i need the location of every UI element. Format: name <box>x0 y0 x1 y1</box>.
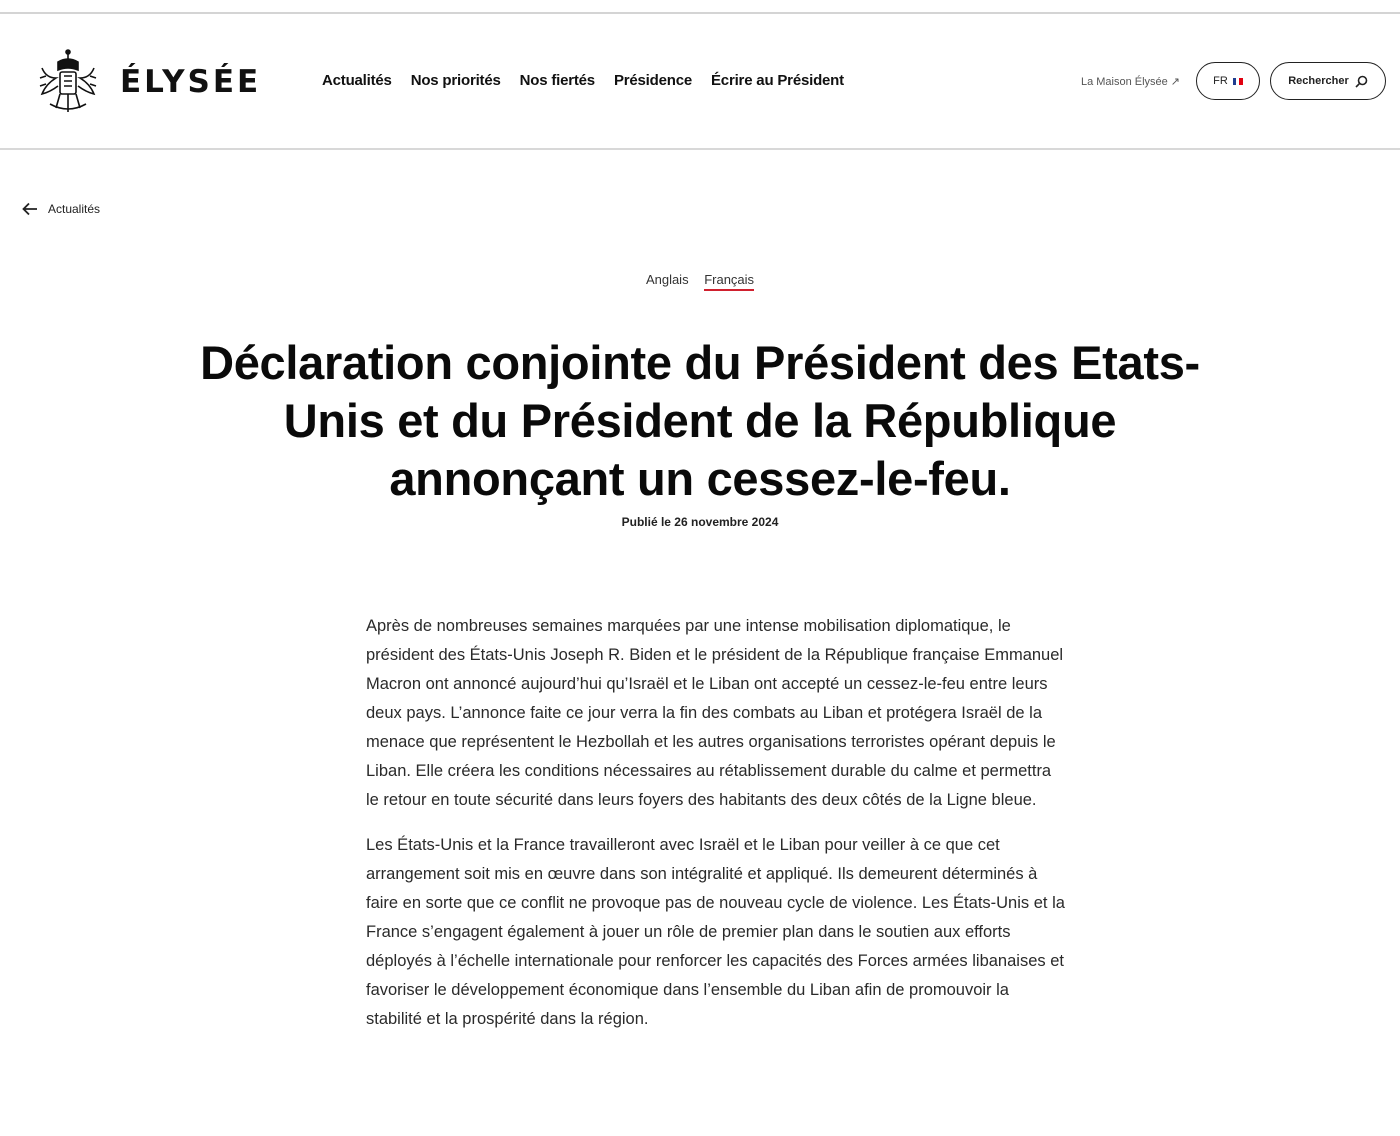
maison-elysee-link[interactable] <box>1081 75 1180 88</box>
lang-option-francais[interactable]: Français <box>704 272 754 291</box>
maison-elysee-label: La Maison Élysée <box>1080 75 1168 88</box>
article-body <box>366 612 1066 1050</box>
back-link-label: Actualités <box>48 202 101 216</box>
header-tools <box>1081 62 1386 100</box>
back-link[interactable] <box>22 202 100 216</box>
site-header <box>0 14 1400 150</box>
site-logo[interactable] <box>36 48 261 116</box>
arrow-left-icon <box>22 202 38 216</box>
search-icon <box>1355 75 1368 88</box>
republic-emblem-icon <box>36 48 100 116</box>
search-button[interactable] <box>1270 62 1386 100</box>
nav-item-priorites[interactable]: Nos priorités <box>410 72 501 89</box>
lang-option-anglais[interactable]: Anglais <box>645 272 689 287</box>
publication-date: Publié le 26 novembre 2024 <box>621 515 779 529</box>
language-button[interactable] <box>1196 62 1260 100</box>
external-arrow-icon: ↗ <box>1170 75 1180 88</box>
nav-item-actualites[interactable]: Actualités <box>322 72 392 89</box>
nav-item-presidence[interactable]: Présidence <box>613 72 692 89</box>
french-flag-icon <box>1233 78 1243 85</box>
article-paragraph: Les États-Unis et la France travailleront avec Israël et le Liban pour veiller à ce que cet arrangement soit mis en œuvre dans son intégralité et appliqué. Ils demeurent déterminés à faire en sorte que ce conflit ne provoque pas de nouveau cycle de violence. Les États-Unis et la France s’engagent également à jouer un rôle de premier plan dans le soutien aux efforts déployés à l’échelle internationale pour renforcer les capacités des Forces armées libanaises et favoriser le développement économique dans l’ensemble du Liban afin de promouvoir la stabilité et la prospérité dans la région. <box>366 836 1065 1028</box>
article-paragraph: Après de nombreuses semaines marquées par une intense mobilisation diplomatique, le président des États-Unis Joseph R. Biden et le président de la République française Emmanuel Macron ont annoncé aujourd’hui qu’Israël et le Liban ont accepté un cessez-le-feu entre leurs deux pays. L’annonce faite ce jour verra la fin des combats au Liban et protégera Israël de la menace que représentent le Hezbollah et les autres organisations terroristes opérant depuis le Liban. Elle créera les conditions nécessaires au rétablissement durable du calme et permettra le retour en toute sécurité dans leurs foyers des habitants des deux côtés de la Ligne bleue. <box>366 617 1064 809</box>
main-nav <box>322 72 863 89</box>
page-title: Déclaration conjointe du Président des Etats-Unis et du Président de la République annonçant un cessez-le-feu. <box>200 336 1200 505</box>
language-label: FR <box>1213 75 1228 87</box>
logo-text: ÉLYSÉE <box>120 64 262 100</box>
nav-item-fiertes[interactable]: Nos fiertés <box>519 72 595 89</box>
search-label: Rechercher <box>1288 75 1349 87</box>
article-language-switch <box>0 272 1400 287</box>
nav-item-ecrire[interactable]: Écrire au Président <box>711 72 844 89</box>
